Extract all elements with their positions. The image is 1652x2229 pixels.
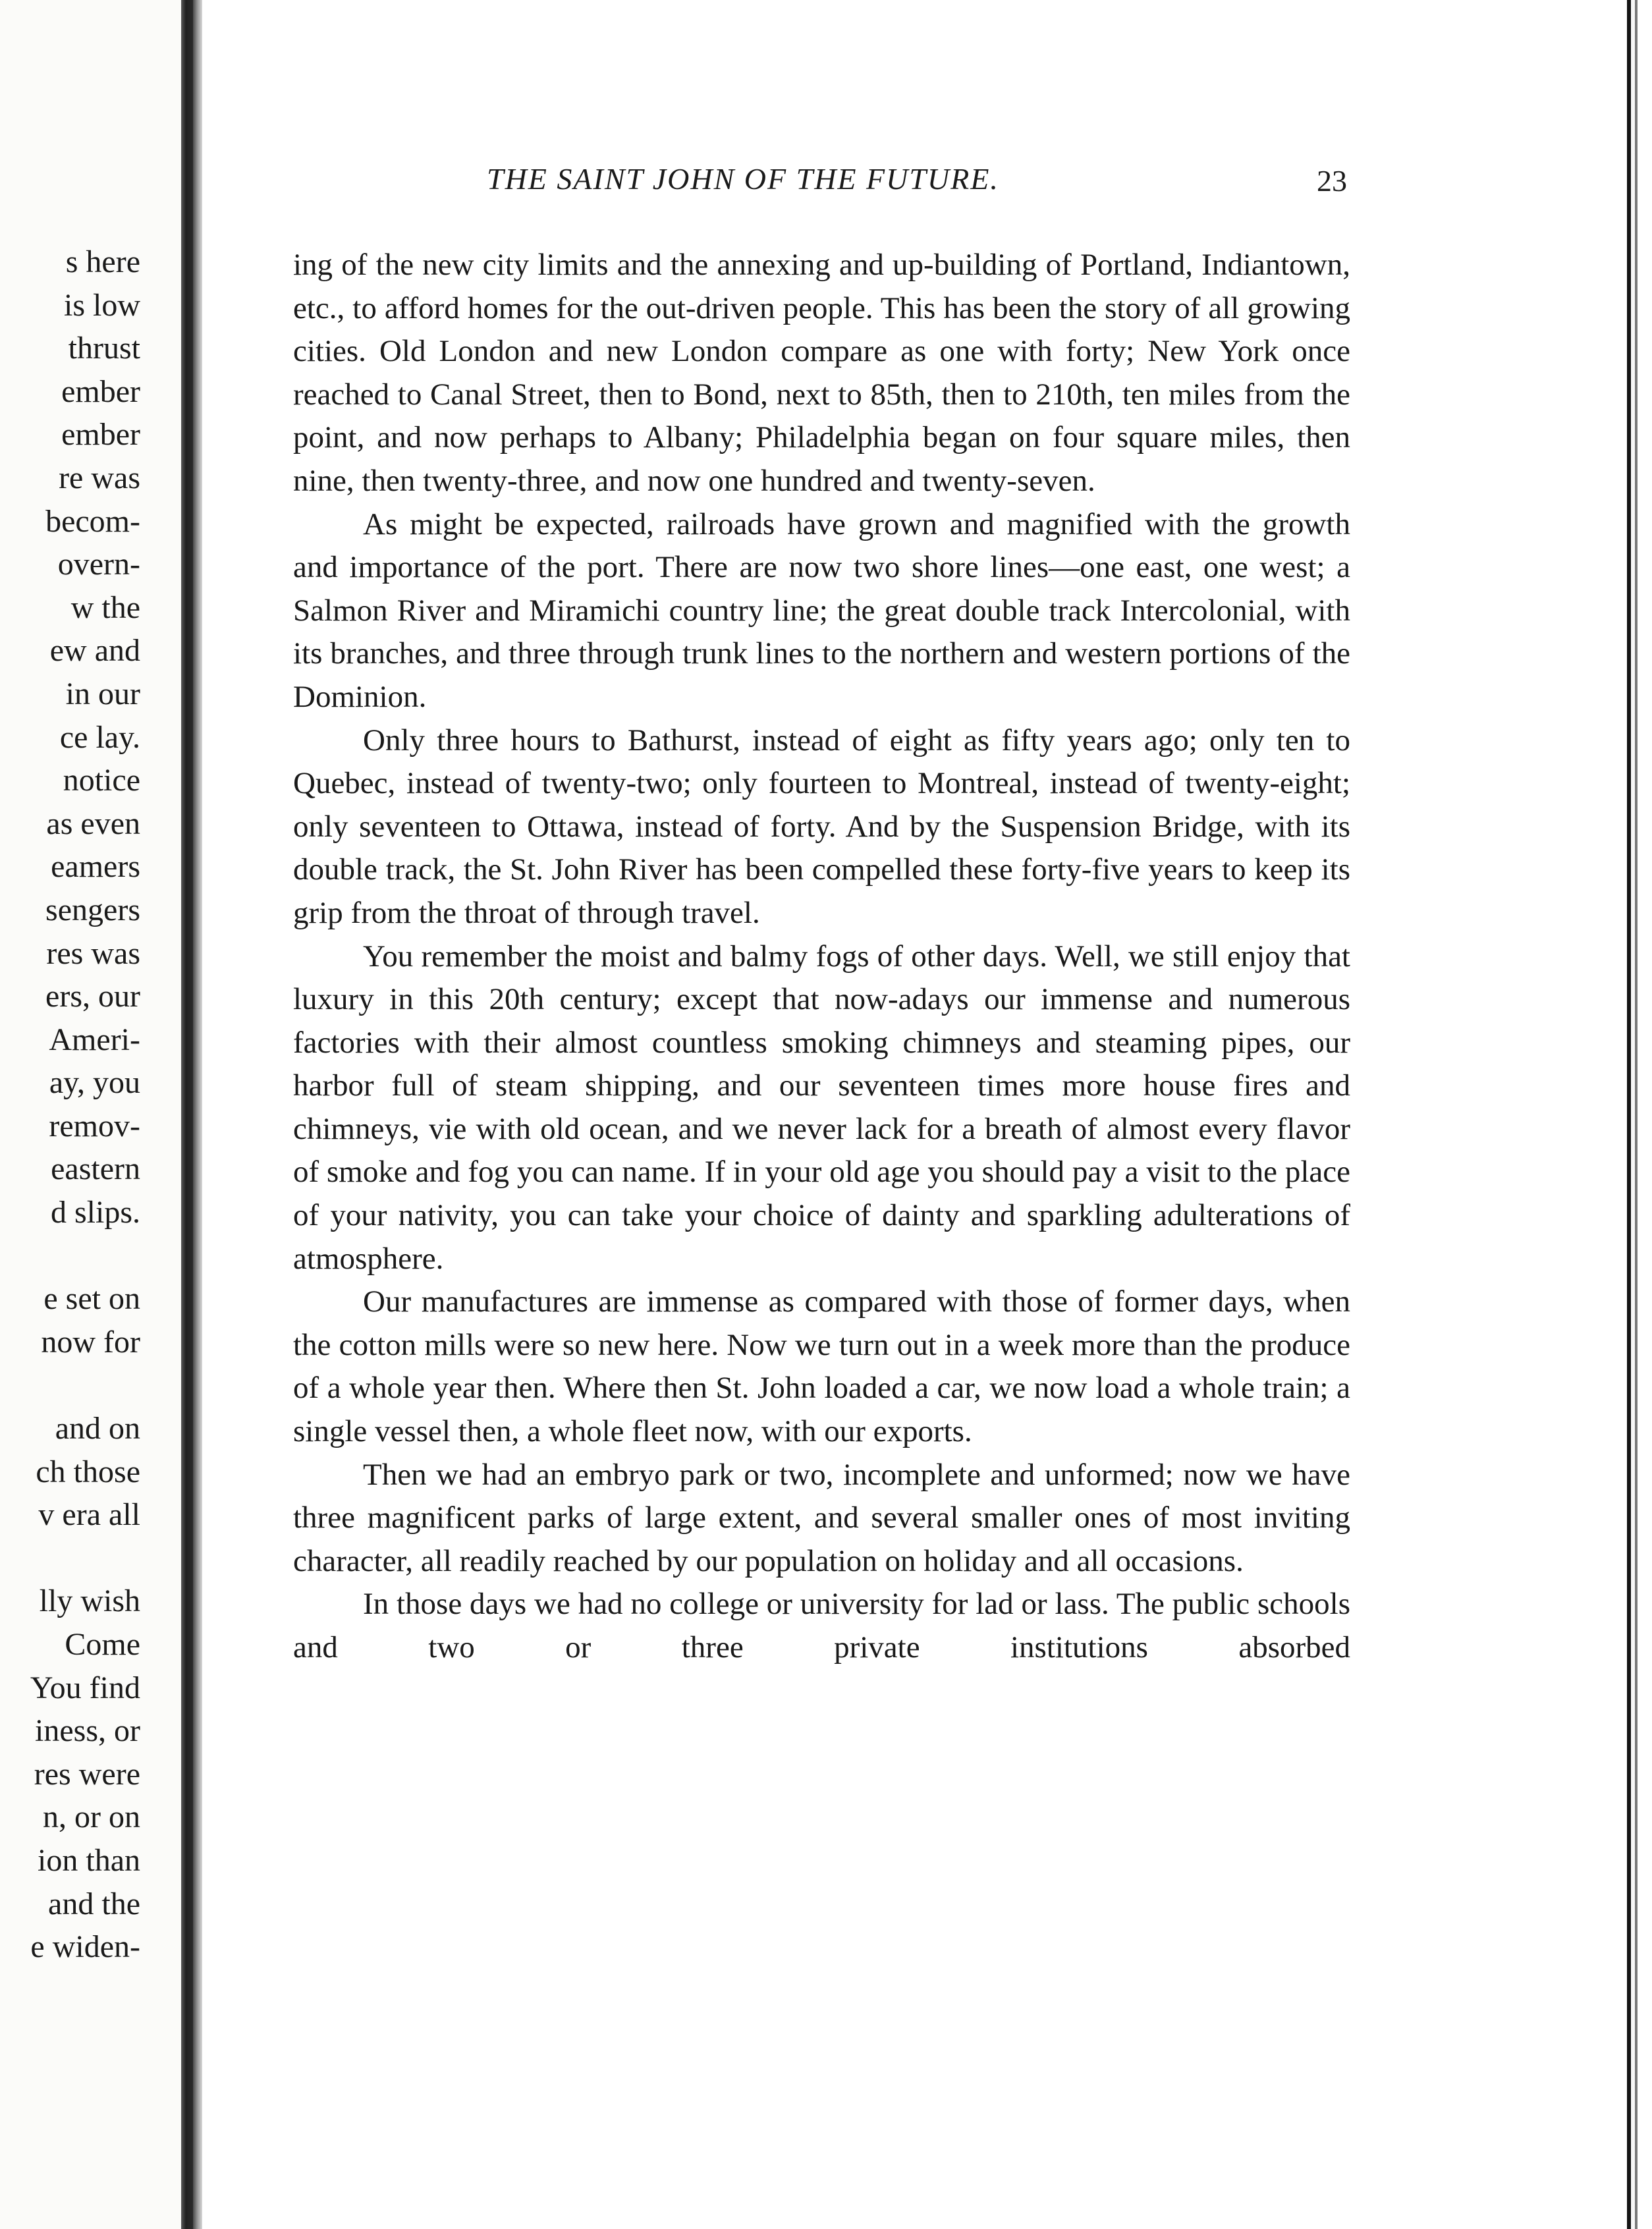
paragraph: You remember the moist and balmy fogs of other days. Well, we still enjoy that luxury in this 20th century; except that now-adays our immense and numerous factories with their almost countless smoking chimneys and steaming pipes, our harbor full of steam shipping, and our seventeen times more house fires and chimneys, vie with old ocean, and we never lack for a breath of almost every flavor of smoke and fog you can name. If in your old age you should pay a visit to the place of your nativity, you can take your choice of dainty and sparkling adulterations of atmosphere.: [293, 939, 1350, 1276]
facing-page-line: eastern: [51, 1151, 140, 1187]
right-page-edge-line: [1635, 0, 1638, 2229]
facing-page-line: ew and: [49, 633, 140, 669]
facing-page-line: Ameri-: [49, 1022, 140, 1057]
facing-page-line: [30, 1234, 140, 1278]
page-edge: [193, 0, 202, 2229]
facing-page-line: v era all: [38, 1497, 140, 1533]
facing-page-line: becom-: [45, 503, 140, 539]
page-number: 23: [1317, 164, 1347, 198]
paragraph: Our manufactures are immense as compared with those of former days, when the cotton mills were so new here. Now we turn out in a week more than the produce of a whole year then. Where then St. John loaded a car, we now load a whole train; a single vessel then, a whole fleet now, with our exports.: [293, 1284, 1350, 1449]
facing-page-line: notice: [63, 763, 140, 798]
facing-page-line: overn-: [57, 547, 140, 582]
facing-page-line: e set on: [43, 1281, 140, 1317]
facing-page-line: now for: [41, 1324, 140, 1360]
facing-page-line: ember: [61, 417, 140, 453]
facing-page-line: ember: [61, 373, 140, 409]
paragraph: As might be expected, railroads have grown and magnified with the growth and importance of the port. There are now two shore lines—one east, one west; a Salmon River and Miramichi country line; the great double track Intercolonial, with its branches, and three through trunk lines to the northern and western portions of the Dominion.: [293, 507, 1350, 714]
facing-page-line: n, or on: [43, 1800, 140, 1835]
facing-page-line: You find: [30, 1670, 140, 1705]
book-page: [202, 0, 1627, 2229]
facing-page-line: and on: [55, 1411, 140, 1446]
paragraph: ing of the new city limits and the annexing and up-building of Portland, Indiantown, etc., to afford homes for the out-driven people. This has been the story of all growing cities. Old London and new London compare as one with forty; New York once reached to Canal Street, then to Bond, next to 85th, then to 210th, ten miles from the point, and now perhaps to Albany; Philadelphia began on four square miles, then nine, then twenty-three, and now one hundred and twenty-seven.: [293, 248, 1350, 498]
facing-page-line: ion than: [38, 1842, 140, 1878]
facing-page-line: as even: [46, 806, 140, 841]
facing-page-line: thrust: [68, 331, 140, 366]
facing-page-text: [30, 240, 140, 1969]
facing-page-line: ay, you: [49, 1065, 140, 1101]
facing-page-line: res was: [46, 935, 140, 971]
facing-page-line: and the: [48, 1886, 140, 1921]
binding-shadow: [181, 0, 193, 2229]
facing-page-fragment: [0, 0, 181, 2229]
facing-page-line: d slips.: [50, 1195, 140, 1230]
body-text: [293, 244, 1350, 1670]
running-title: THE SAINT JOHN OF THE FUTURE.: [487, 162, 999, 196]
facing-page-line: re was: [59, 460, 140, 495]
facing-page-line: [30, 1537, 140, 1580]
right-page-edge: [1627, 0, 1652, 2229]
paragraph: Then we had an embryo park or two, incomplete and unformed; now we have three magnificent parks of large extent, and several smaller ones of most inviting character, all readily reached by our population on holiday and all occasions.: [293, 1457, 1350, 1578]
facing-page-line: in our: [65, 676, 140, 711]
facing-page-line: iness, or: [35, 1713, 140, 1749]
facing-page-line: is low: [63, 287, 140, 323]
facing-page-line: ce lay.: [59, 719, 140, 755]
facing-page-line: remov-: [49, 1108, 140, 1143]
facing-page-line: ch those: [36, 1454, 140, 1489]
facing-page-line: lly wish: [39, 1583, 140, 1619]
facing-page-line: e widen-: [30, 1929, 140, 1965]
facing-page-line: s here: [65, 244, 140, 279]
facing-page-line: res were: [34, 1756, 140, 1792]
facing-page-line: w the: [70, 590, 140, 625]
paragraph: Only three hours to Bathurst, instead of eight as fifty years ago; only ten to Quebec, instead of twenty-two; only fourteen to Montreal, instead of twenty-eight; only seventeen to Ottawa, instead of forty. And by the Suspension Bridge, with its double track, the St. John River has been compelled these forty-five years to keep its grip from the throat of through travel.: [293, 723, 1350, 930]
facing-page-line: eamers: [51, 849, 140, 885]
facing-page-line: [30, 1363, 140, 1407]
facing-page-line: sengers: [45, 892, 140, 927]
facing-page-line: Come: [65, 1627, 140, 1662]
facing-page-line: ers, our: [45, 979, 140, 1014]
paragraph: In those days we had no college or university for lad or lass. The public schools and two or three private institutions absorbed: [293, 1587, 1350, 1665]
